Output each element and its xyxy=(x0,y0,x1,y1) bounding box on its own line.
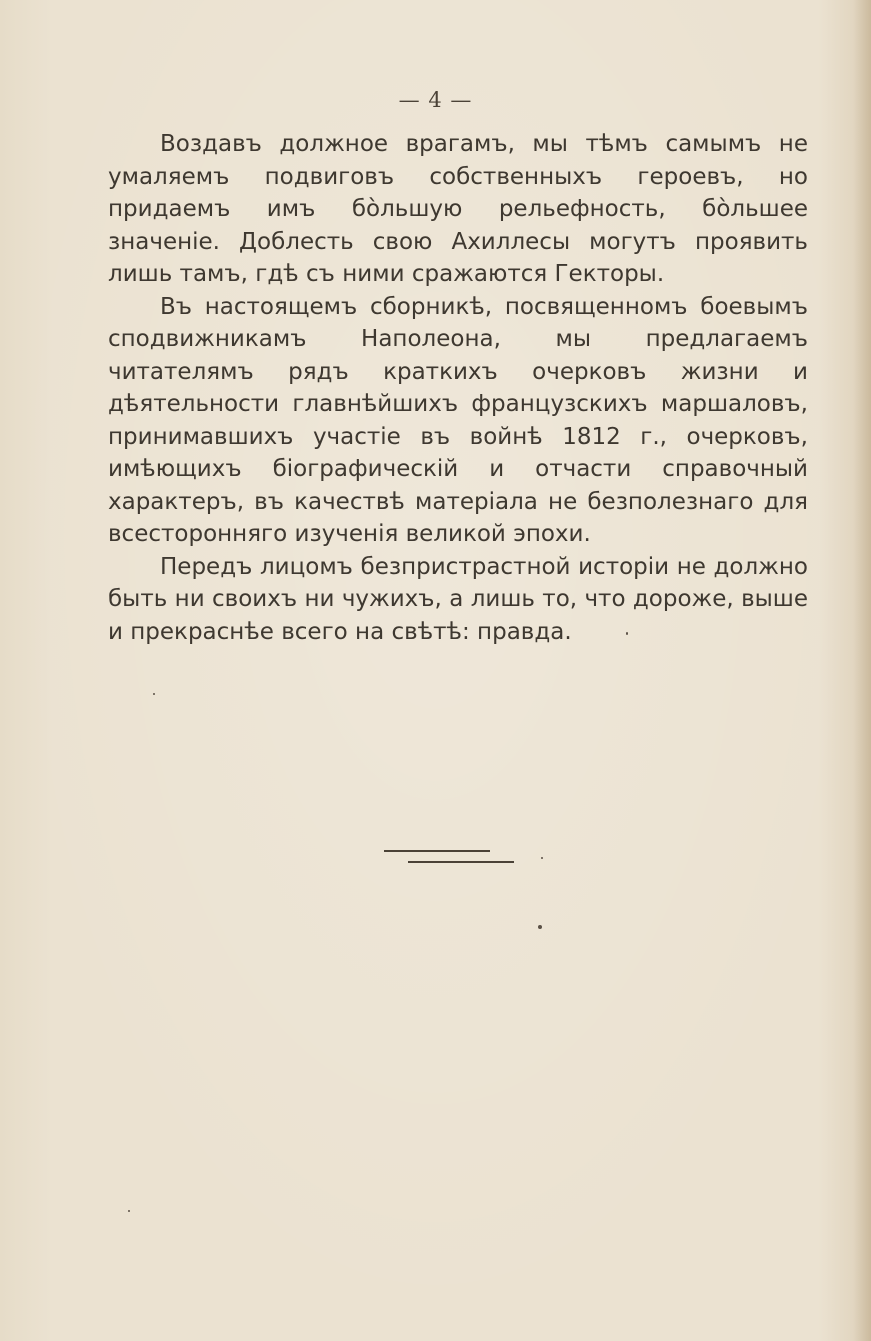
end-rule-top xyxy=(384,850,490,852)
paper-speck xyxy=(128,1210,130,1212)
page-number: — 4 — xyxy=(398,88,473,112)
paragraph-1: Воздавъ должное врагамъ, мы тѣмъ самымъ не умаляемъ подвиговъ собственныхъ героевъ, но придаемъ имъ бо̀льшую рельефность, бо̀льшее значеніе. Доблесть свою Ахиллесы могутъ проявить лишь тамъ, гдѣ съ ними сражаются Гекторы. xyxy=(108,131,808,287)
paper-speck xyxy=(538,925,542,929)
end-rule-bottom xyxy=(408,861,514,863)
page-edge-shadow xyxy=(853,0,871,1341)
paper-speck xyxy=(626,632,628,635)
paragraph-2: Въ настоящемъ сборникѣ, посвященномъ боевымъ сподвижникамъ Наполеона, мы предлагаемъ читателямъ рядъ краткихъ очерковъ жизни и дѣятельности главнѣйшихъ французскихъ маршаловъ, принимавшихъ участіе въ войнѣ 1812 г., очерковъ, имѣющихъ біографическій и отчасти справочный характеръ, въ качествѣ матеріала не безполезнаго для всесторонняго изученія великой эпохи. xyxy=(108,293,808,547)
paper-speck xyxy=(541,857,543,859)
paper-speck xyxy=(153,693,155,695)
paragraph-3: Передъ лицомъ безпристрастной исторіи не должно быть ни своихъ ни чужихъ, а лишь то, что дороже, выше и прекраснѣе всего на свѣтѣ: правда. xyxy=(108,553,808,645)
body-text xyxy=(108,128,808,648)
